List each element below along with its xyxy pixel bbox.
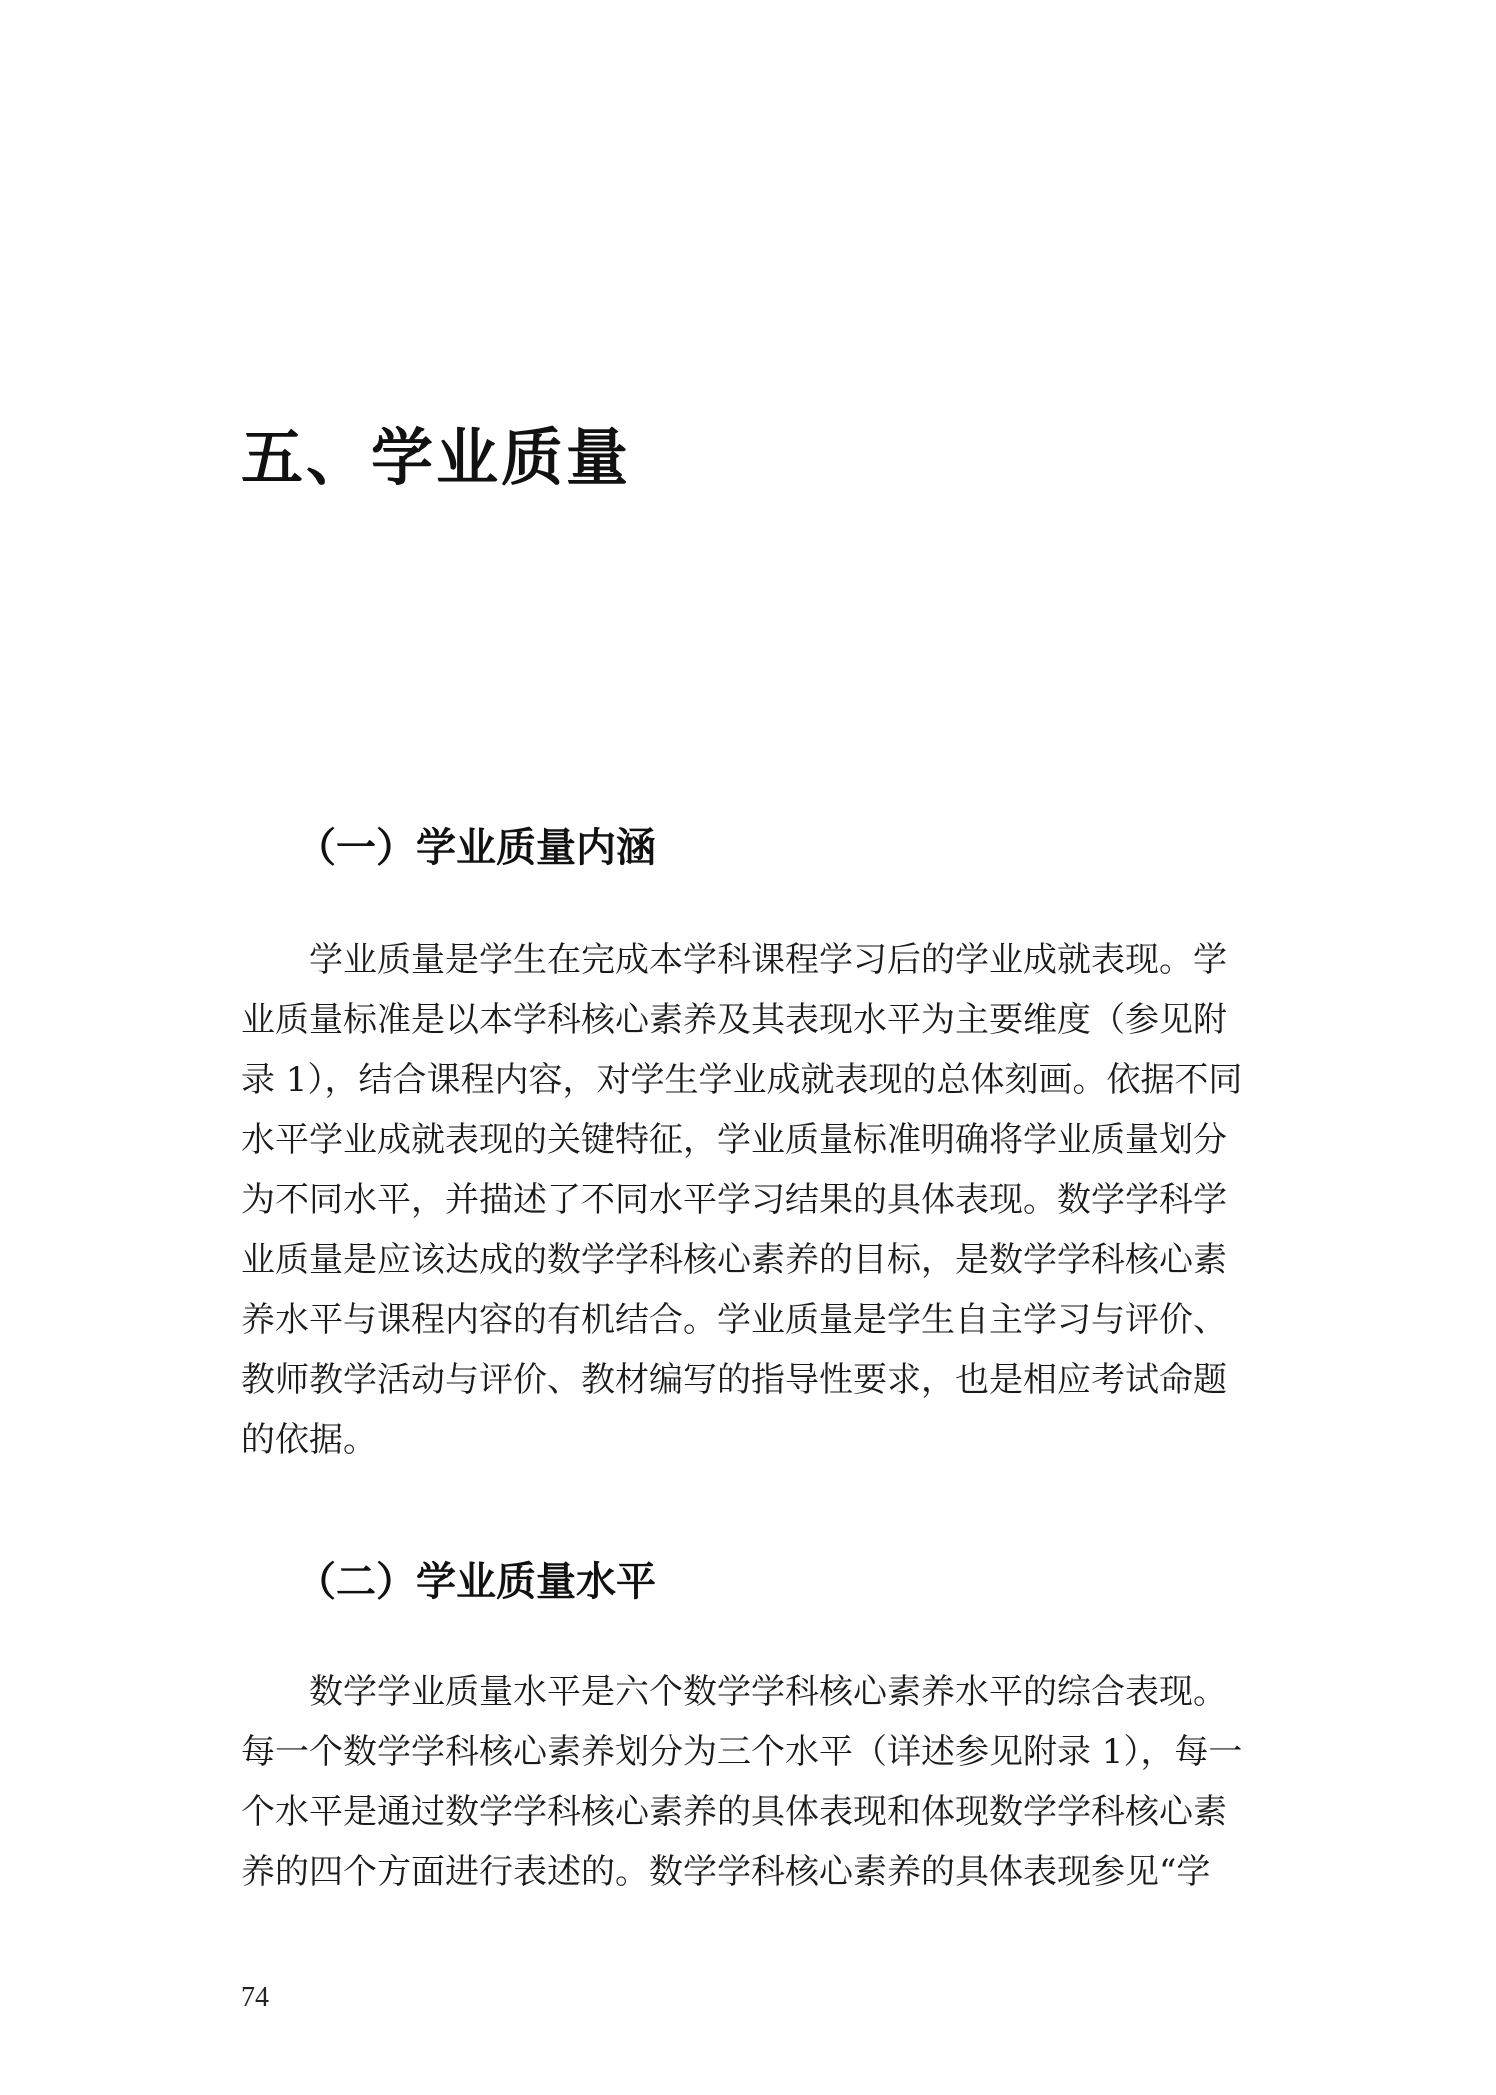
section-1-paragraph <box>241 930 1261 1470</box>
paragraph-line: 的依据。 <box>241 1420 377 1460</box>
page-number: 74 <box>241 1982 269 2013</box>
chapter-title: 五、学业质量 <box>241 421 632 494</box>
paragraph-line: 每一个数学学科核心素养划分为三个水平（详述参见附录 1），每一 <box>241 1732 1243 1772</box>
section-2-paragraph <box>241 1662 1261 1902</box>
paragraph-line: 养的四个方面进行表述的。数学学科核心素养的具体表现参见“学 <box>241 1852 1211 1892</box>
paragraph-line: 业质量是应该达成的数学学科核心素养的目标，是数学学科核心素 <box>241 1240 1227 1280</box>
paragraph-line: 为不同水平，并描述了不同水平学习结果的具体表现。数学学科学 <box>241 1180 1227 1220</box>
paragraph-line: 个水平是通过数学学科核心素养的具体表现和体现数学学科核心素 <box>241 1792 1227 1832</box>
section-heading-2: （二）学业质量水平 <box>296 1559 656 1605</box>
paragraph-line: 业质量标准是以本学科核心素养及其表现水平为主要维度（参见附 <box>241 1000 1227 1040</box>
paragraph-line: 养水平与课程内容的有机结合。学业质量是学生自主学习与评价、 <box>241 1300 1227 1340</box>
paragraph-line: 数学学业质量水平是六个数学学科核心素养水平的综合表现。 <box>309 1672 1227 1712</box>
section-heading-1: （一）学业质量内涵 <box>296 825 656 871</box>
paragraph-line: 水平学业成就表现的关键特征，学业质量标准明确将学业质量划分 <box>241 1120 1227 1160</box>
paragraph-line: 教师教学活动与评价、教材编写的指导性要求，也是相应考试命题 <box>241 1360 1227 1400</box>
paragraph-line: 学业质量是学生在完成本学科课程学习后的学业成就表现。学 <box>309 940 1227 980</box>
paragraph-line: 录 1），结合课程内容，对学生学业成就表现的总体刻画。依据不同 <box>241 1060 1243 1100</box>
